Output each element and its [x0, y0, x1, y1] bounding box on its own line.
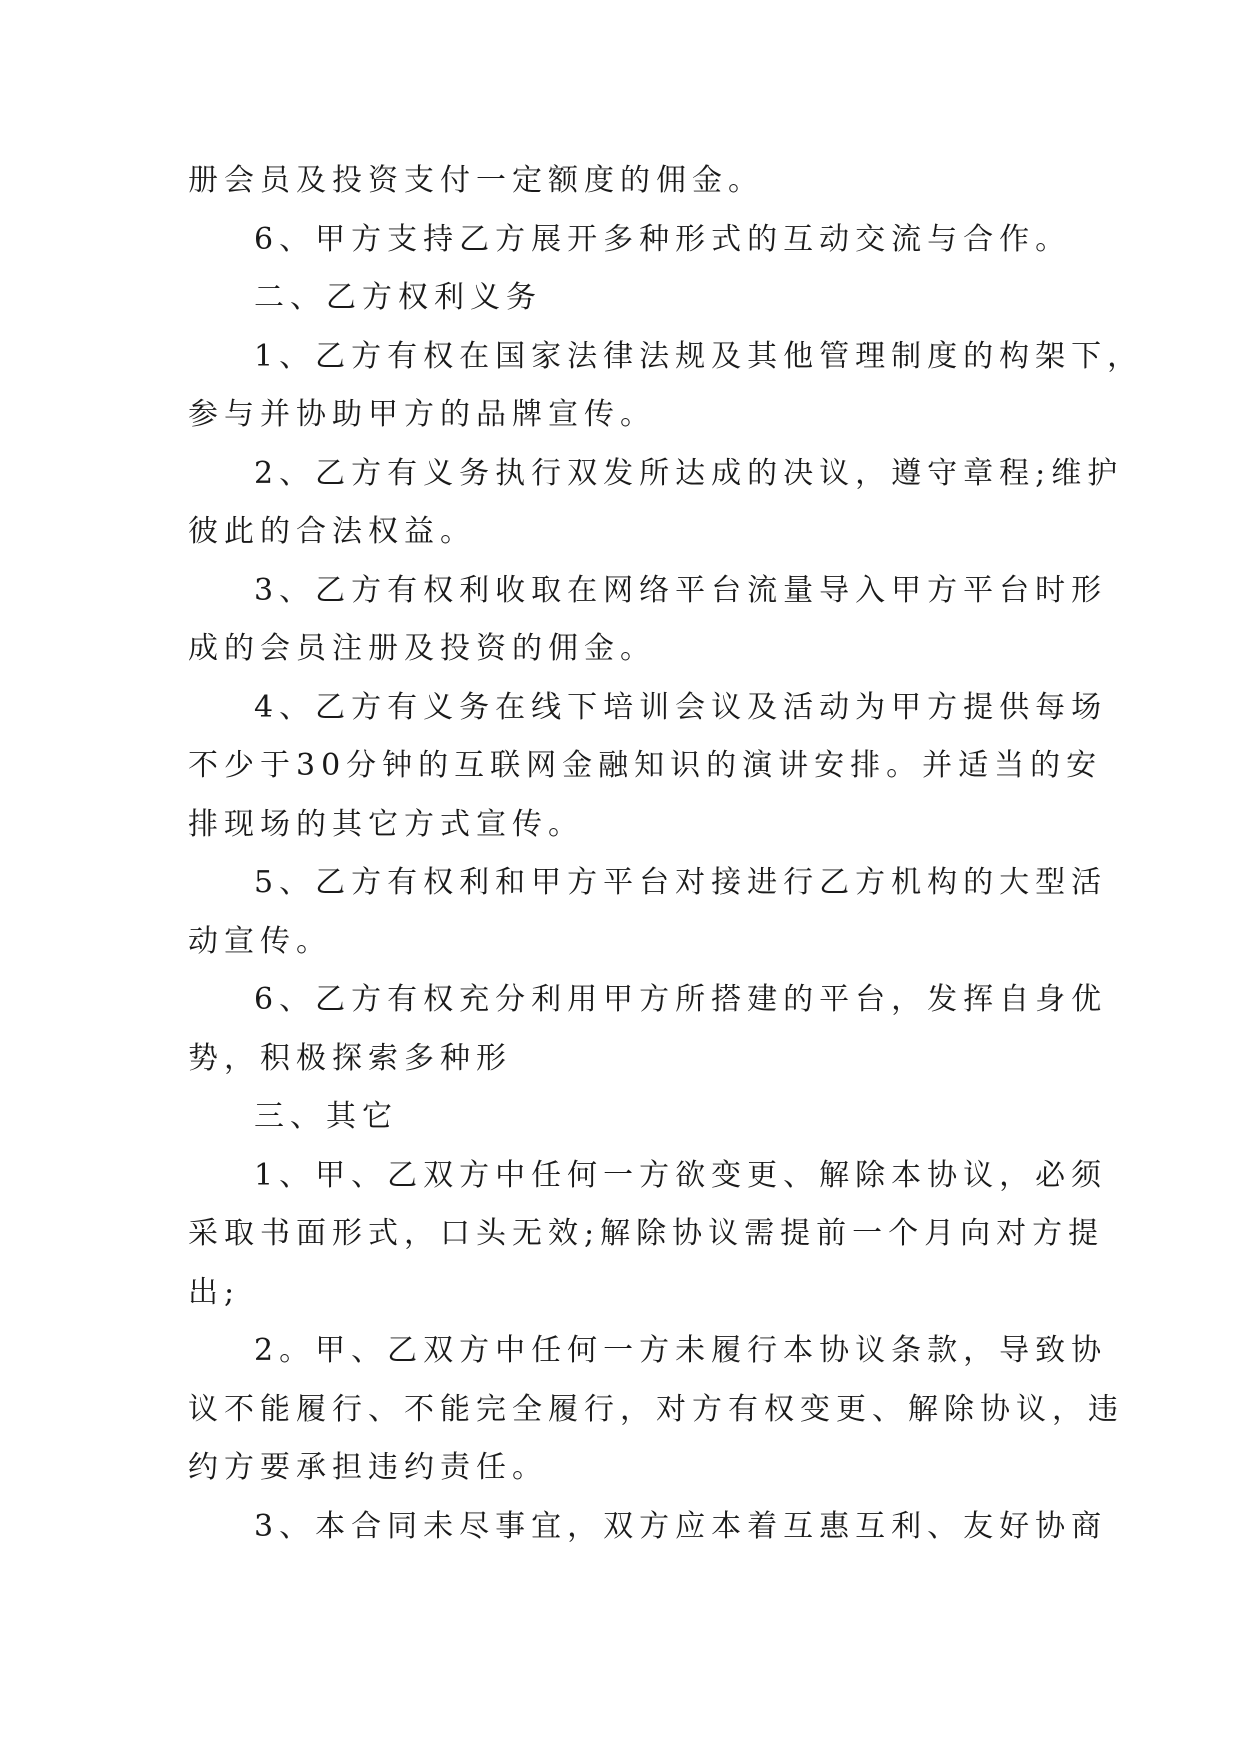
document-body: [188, 152, 1144, 1556]
text-line: 约方要承担违约责任。: [188, 1450, 548, 1485]
text-line: 成的会员注册及投资的佣金。: [188, 631, 656, 666]
text-line: 4、乙方有义务在线下培训会议及活动为甲方提供每场: [254, 689, 1108, 725]
text-line: 议不能履行、不能完全履行，对方有权变更、解除协议，违: [188, 1391, 1124, 1427]
text-line: 3、乙方有权利收取在网络平台流量导入甲方平台时形: [254, 572, 1108, 608]
text-line: 彼此的合法权益。: [188, 514, 476, 549]
text-line: 势，积极探索多种形: [188, 1040, 512, 1076]
text-line: 1、甲、乙双方中任何一方欲变更、解除本协议，必须: [254, 1157, 1108, 1193]
text-line: 动宣传。: [188, 923, 332, 959]
text-line: 6、乙方有权充分利用甲方所搭建的平台，发挥自身优: [254, 982, 1108, 1017]
text-line: 2、乙方有义务执行双发所达成的决议，遵守章程;维护: [254, 455, 1124, 491]
text-line: 不少于30分钟的互联网金融知识的演讲安排。并适当的安: [188, 748, 1103, 783]
text-line: 册会员及投资支付一定额度的佣金。: [188, 163, 764, 198]
section-heading: 三、其它: [254, 1099, 398, 1134]
text-line: 1、乙方有权在国家法律法规及其他管理制度的构架下，: [254, 338, 1144, 374]
text-line: 2。甲、乙双方中任何一方未履行本协议条款，导致协: [254, 1333, 1108, 1368]
section-heading: 二、乙方权利义务: [254, 280, 542, 315]
text-line: 排现场的其它方式宣传。: [188, 806, 584, 842]
text-line: 3、本合同未尽事宜，双方应本着互惠互利、友好协商: [254, 1508, 1108, 1544]
text-line: 采取书面形式，口头无效;解除协议需提前一个月向对方提: [188, 1216, 1105, 1251]
text-line: 出;: [188, 1274, 241, 1310]
text-line: 参与并协助甲方的品牌宣传。: [188, 397, 656, 432]
text-line: 5、乙方有权利和甲方平台对接进行乙方机构的大型活: [254, 865, 1108, 900]
text-line: 6、甲方支持乙方展开多种形式的互动交流与合作。: [254, 221, 1072, 257]
